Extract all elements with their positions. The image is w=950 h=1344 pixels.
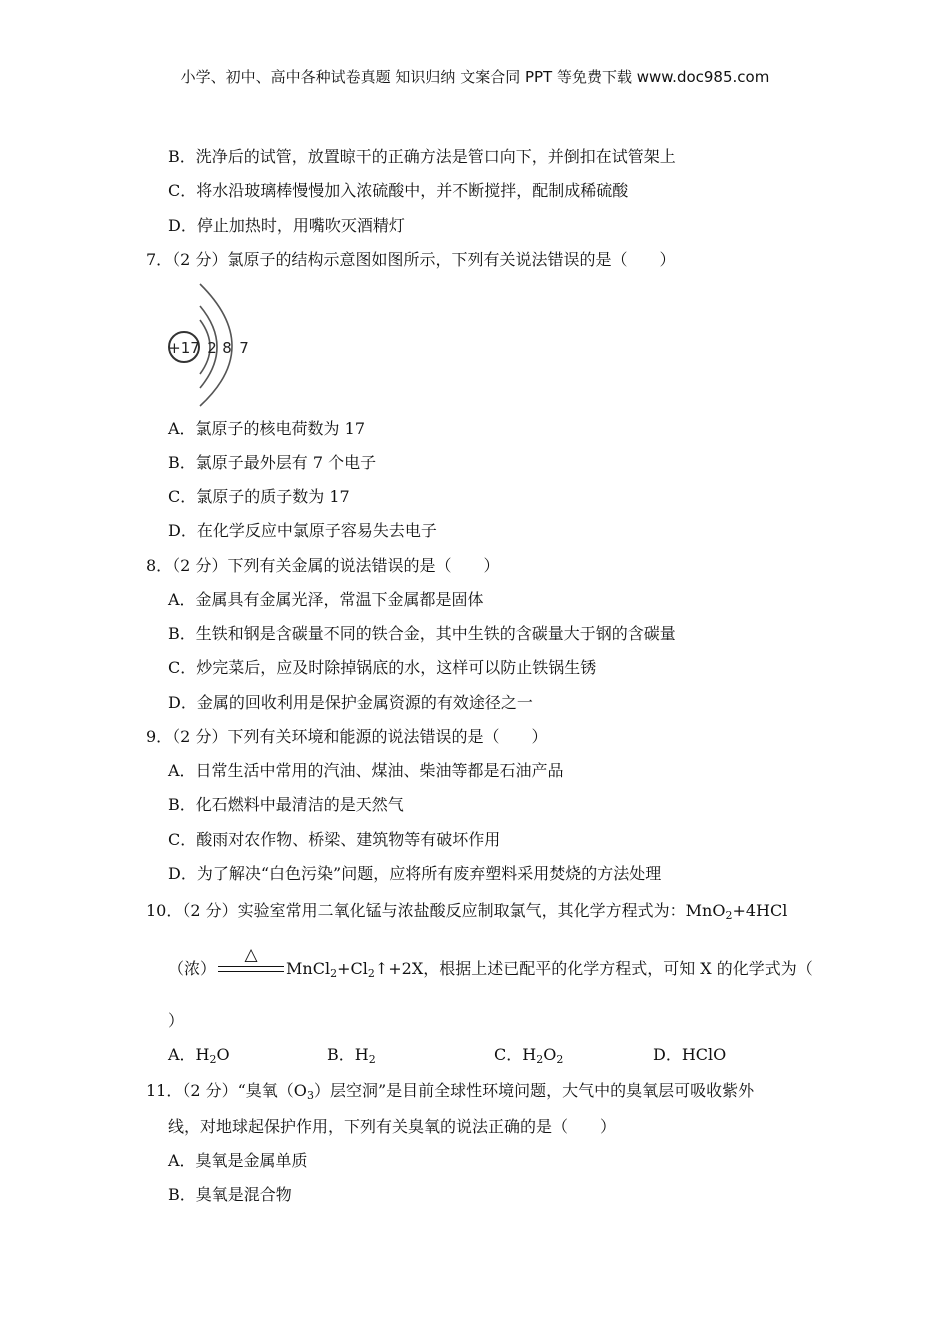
equals-line-bottom bbox=[218, 971, 284, 972]
chlorine-atom-diagram bbox=[164, 280, 264, 410]
q10-option-b: B．$H_2$ bbox=[327, 1045, 376, 1066]
q8-stem: 8．（2 分）下列有关金属的说法错误的是（ ） bbox=[146, 556, 500, 575]
q11-option-a: A．臭氧是金属单质 bbox=[168, 1151, 308, 1170]
q6-option-d: D．停止加热时，用嘴吹灭酒精灯 bbox=[168, 216, 405, 235]
q9-option-a: A．日常生活中常用的汽油、煤油、柴油等都是石油产品 bbox=[168, 761, 564, 780]
q9-option-b: B．化石燃料中最清洁的是天然气 bbox=[168, 795, 404, 814]
q7-option-b: B．氯原子最外层有 7 个电子 bbox=[168, 453, 377, 472]
q7-option-c: C．氯原子的质子数为 17 bbox=[168, 487, 350, 506]
equals-line-top bbox=[218, 966, 284, 967]
q6-option-c: C．将水沿玻璃棒慢慢加入浓硫酸中，并不断搅拌，配制成稀硫酸 bbox=[168, 181, 629, 200]
q10-options-row bbox=[168, 1044, 768, 1066]
q10-option-c: C．$H_2O_2$ bbox=[494, 1045, 564, 1066]
q10-stem: 10．（2 分）实验室常用二氧化锰与浓盐酸反应制取氯气，其化学方程式为：MnO$_2$+4HCl bbox=[146, 901, 788, 922]
q8-option-a: A．金属具有金属光泽，常温下金属都是固体 bbox=[168, 590, 484, 609]
q8-option-d: D．金属的回收利用是保护金属资源的有效途径之一 bbox=[168, 693, 533, 712]
shell-electrons-3: 7 bbox=[239, 339, 249, 357]
nucleus-charge: +17 bbox=[168, 339, 200, 357]
q7-option-a: A．氯原子的核电荷数为 17 bbox=[168, 419, 366, 438]
q10-equation-line: （浓） △ $MnCl_2+Cl_2↑+2X$，根据上述已配平的化学方程式，可知 X 的化学式为（ bbox=[168, 945, 813, 980]
q6-option-b: B．洗净后的试管，放置晾干的正确方法是管口向下，并倒扣在试管架上 bbox=[168, 147, 676, 166]
q9-stem: 9．（2 分）下列有关环境和能源的说法错误的是（ ） bbox=[146, 727, 548, 746]
q11-option-b: B．臭氧是混合物 bbox=[168, 1185, 292, 1204]
q10-option-d: D．HClO bbox=[653, 1045, 727, 1064]
q7-option-d: D．在化学反应中氯原子容易失去电子 bbox=[168, 521, 437, 540]
q7-stem: 7．（2 分）氯原子的结构示意图如图所示，下列有关说法错误的是（ ） bbox=[146, 250, 676, 269]
q9-option-d: D．为了解决“白色污染”问题，应将所有废弃塑料采用焚烧的方法处理 bbox=[168, 864, 662, 883]
reaction-condition-arrow bbox=[218, 945, 284, 980]
q10-stem-close: ） bbox=[168, 1011, 185, 1030]
q11-stem: 11．（2 分）“臭氧$(O_3)$层空洞”是目前全球性环境问题，大气中的臭氧层可吸收紫外 bbox=[146, 1081, 755, 1102]
q10-option-a: A．$H_2O$ bbox=[168, 1045, 230, 1066]
q9-option-c: C．酸雨对农作物、桥梁、建筑物等有破坏作用 bbox=[168, 830, 501, 849]
shell-electrons-2: 8 bbox=[222, 339, 232, 357]
heat-condition-symbol: △ bbox=[244, 945, 258, 965]
page-header: 小学、初中、高中各种试卷真题 知识归纳 文案合同 PPT 等免费下载 www.doc985.com bbox=[180, 68, 770, 86]
shell-electrons-1: 2 bbox=[207, 339, 217, 357]
q8-option-c: C．炒完菜后，应及时除掉锅底的水，这样可以防止铁锅生锈 bbox=[168, 658, 597, 677]
q11-stem-line2: 线，对地球起保护作用，下列有关臭氧的说法正确的是（ ） bbox=[168, 1117, 617, 1136]
q8-option-b: B．生铁和钢是含碳量不同的铁合金，其中生铁的含碳量大于钢的含碳量 bbox=[168, 624, 676, 643]
